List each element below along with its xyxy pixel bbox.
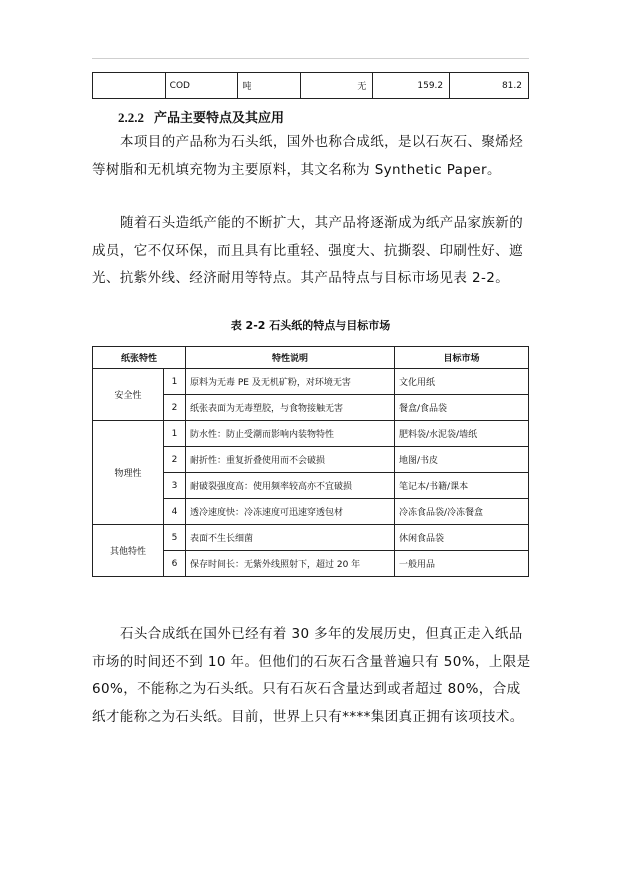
- market-cell: 笔记本/书籍/课本: [395, 473, 529, 499]
- table-cell: 吨: [238, 73, 300, 99]
- category-cell: 其他特性: [93, 525, 164, 577]
- feature-cell: 耐破裂强度高：使用频率较高亦不宜破损: [186, 473, 395, 499]
- category-cell: 安全性: [93, 369, 164, 421]
- market-cell: 地图/书皮: [395, 447, 529, 473]
- feature-cell: 保存时间长：无紫外线照射下，超过 20 年: [186, 551, 395, 577]
- feature-cell: 原料为无毒 PE 及无机矿粉，对环境无害: [186, 369, 395, 395]
- market-cell: 冷冻食品袋/冷冻餐盒: [395, 499, 529, 525]
- table-cell: COD: [165, 73, 238, 99]
- page-header-rule: [92, 58, 529, 59]
- market-cell: 休闲食品袋: [395, 525, 529, 551]
- column-header: 纸张特性: [93, 347, 186, 369]
- column-header: 特性说明: [186, 347, 395, 369]
- table-cell: [93, 73, 166, 99]
- table-cell: 81.2: [450, 73, 529, 99]
- table-row: [93, 73, 529, 99]
- feature-cell: 透冷速度快：冷冻速度可迅速穿透包材: [186, 499, 395, 525]
- table-cell: 159.2: [373, 73, 450, 99]
- feature-cell: 纸张表面为无毒塑胶，与食物接触无害: [186, 395, 395, 421]
- emission-table-fragment: [92, 72, 529, 99]
- table-caption: 表 2-2 石头纸的特点与目标市场: [230, 319, 391, 332]
- index-cell: 5: [164, 525, 186, 551]
- column-header: 目标市场: [395, 347, 529, 369]
- market-cell: 文化用纸: [395, 369, 529, 395]
- feature-market-table: [92, 346, 529, 577]
- category-cell: 物理性: [93, 421, 164, 525]
- index-cell: 1: [164, 421, 186, 447]
- table-row: [93, 421, 529, 447]
- section-number: 2.2.2: [118, 110, 144, 125]
- feature-cell: 防水性：防止受潮而影响内装物特性: [186, 421, 395, 447]
- index-cell: 2: [164, 447, 186, 473]
- paragraph-features: 随着石头造纸产能的不断扩大，其产品将逐渐成为纸产品家族新的成员，它不仅环保，而且具有比重轻、强度大、抗撕裂、印刷性好、遮光、抗紫外线、经济耐用等特点。其产品特点与目标市场见表 2-2。: [92, 215, 524, 286]
- paragraph-intro: 本项目的产品称为石头纸，国外也称合成纸，是以石灰石、聚烯烃等树脂和无机填充物为主要原料，其文名称为 Synthetic Paper。: [92, 134, 524, 178]
- index-cell: 6: [164, 551, 186, 577]
- table-row: [93, 525, 529, 551]
- table-cell: 无: [300, 73, 373, 99]
- paragraph-history: 石头合成纸在国外已经有着 30 多年的发展历史，但真正走入纸品市场的时间还不到 10 年。但他们的石灰石含量普遍只有 50%，上限是 60%，不能称之为石头纸。只有石灰石含量达到或者超过 80%，合成纸才能称之为石头纸。目前，世界上只有****集团真正拥有该项技术。: [92, 626, 531, 725]
- section-title: 产品主要特点及其应用: [154, 110, 285, 125]
- section-heading: [118, 107, 284, 126]
- table-header-row: [93, 347, 529, 369]
- table-row: [93, 369, 529, 395]
- index-cell: 1: [164, 369, 186, 395]
- market-cell: 一般用品: [395, 551, 529, 577]
- index-cell: 4: [164, 499, 186, 525]
- market-cell: 肥料袋/水泥袋/墙纸: [395, 421, 529, 447]
- market-cell: 餐盒/食品袋: [395, 395, 529, 421]
- feature-cell: 表面不生长细菌: [186, 525, 395, 551]
- index-cell: 3: [164, 473, 186, 499]
- index-cell: 2: [164, 395, 186, 421]
- feature-cell: 耐折性：重复折叠使用而不会破损: [186, 447, 395, 473]
